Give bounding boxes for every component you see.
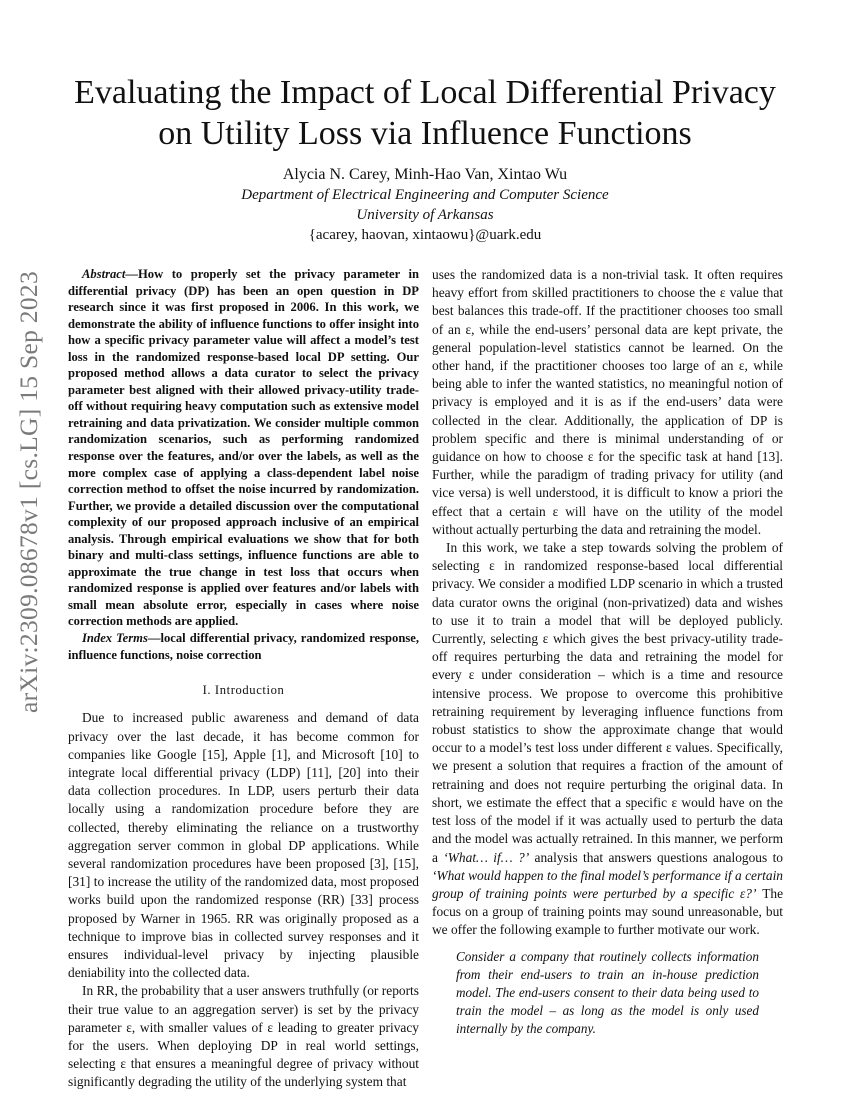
- department: Department of Electrical Engineering and Computer Science: [241, 187, 609, 203]
- left-column: [68, 266, 419, 1092]
- abstract: [68, 266, 419, 630]
- example-quote: Consider a company that routinely collects information from their end-users to train an in-house prediction model. The end-users consent to their data being used to train the model – as long as the model is only used internally by the company.: [456, 948, 759, 1037]
- what-if-phrase: ‘What… if… ?’: [443, 849, 530, 865]
- arxiv-sidebar-stamp: [6, 270, 52, 714]
- abstract-text: —How to properly set the privacy parameter in differential privacy (DP) has been an open question in DP research since it was first proposed in 2006. In this work, we demonstrate the ability of influence functions to offer insight into how a specific privacy parameter value will affect a model’s test loss in the randomized response-based local DP setting. Our proposed method allows a data curator to select the privacy parameter best aligned with their allowed privacy-utility trade-off without requiring heavy computation such as extensive model retraining and data privatization. We consider multiple common randomization scenarios, such as performing randomized response over the features, and/or over the labels, as well as the more complex case of applying a class-dependent label noise correction method to offset the noise incurred by randomization. Further, we provide a detailed discussion over the computational complexity of our proposed approach inclusive of an empirical analysis. Through empirical evaluations we show that for both binary and multi-class settings, influence functions are able to approximate the true change in test loss that occurs when randomized response is applied over features and/or labels with small mean absolute error, especially in cases where noise correction methods are applied.: [68, 267, 419, 629]
- email: {acarey, haovan, xintaowu}@uark.edu: [308, 227, 542, 243]
- intro-paragraph-1: Due to increased public awareness and demand of data privacy over the last decade, it has become common for companies like Google [15], Apple [1], and Microsoft [10] to integrate local differential privacy (LDP) [11], [20] into their data collection procedures. In LDP, users perturb their data locally using a randomization procedure before they are collected, thereby eliminating the reliance on a trustworthy aggregation server common in global DP applications. While several randomization procedures have been proposed [3], [15], [31] to increase the utility of the randomized data, most proposed works build upon the randomized response (RR) [33] process proposed by Warner in 1965. RR was originally proposed as a technique to improve bias in collected survey responses and it ensures individual-level privacy by injecting plausible deniability into the collected data.: [68, 710, 419, 981]
- section-heading: I. Introduction: [202, 683, 285, 698]
- right-paragraph-1: uses the randomized data is a non-trivial task. It often requires heavy effort from skilled practitioners to choose the ε value that best balances this trade-off. If the practitioner chooses too small of an ε, while the end-users’ personal data are kept private, the general population-level statistics cannot be learned. On the other hand, if the practitioner chooses too large of an ε, while being able to infer the wanted statistics, no meaningful notion of privacy is employed and it is as if the end-users’ data were collected in the clear. Additionally, the application of DP is problem specific and there is minimal understanding of or guidance on how to choose ε for the specific task at hand [13]. Further, while the paradigm of trading privacy for utility (and vice versa) is well understood, it is difficult to know a priori the effect that a certain ε will have on the utility of the model without actually perturbing the data and retraining the model.: [432, 267, 783, 537]
- arxiv-id: arXiv:2309.08678v1 [cs.LG] 15 Sep 2023: [14, 270, 43, 714]
- intro-paragraph-2: In RR, the probability that a user answers truthfully (or reports their true value to an aggregation server) is set by the privacy parameter ε, with smaller values of ε leading to greater privacy for the users. When deploying DP in real world settings, selecting ε that ensures a meaningful degree of privacy without significantly degrading the utility of the underlying system that: [68, 983, 419, 1090]
- right-paragraph-2-part-c: The focus on a group of training points may sound unreasonable, but we offer the following example to further motivate our work.: [432, 885, 784, 938]
- author-names: Alycia N. Carey, Minh-Hao Van, Xintao Wu: [282, 166, 568, 183]
- right-column: [432, 266, 783, 1039]
- abstract-label: Abstract: [82, 267, 126, 281]
- index-terms-text: —local differential privacy, randomized response, influence functions, noise correction: [68, 631, 419, 662]
- paper-title: [60, 72, 790, 154]
- title-line-2: on Utility Loss via Influence Functions: [158, 115, 692, 152]
- what-if-question: ‘What would happen to the final model’s performance if a certain group of training points were perturbed by a specific ε?’: [432, 867, 783, 901]
- index-terms-label: Index Terms: [82, 631, 148, 646]
- right-paragraph-2: [432, 539, 783, 939]
- right-paragraph-2-part-a: In this work, we take a step towards solving the problem of selecting ε in randomized response-based local differential privacy. We consider a modified LDP scenario in which a trusted data curator owns the original (non-privatized) data and wishes to use it to train a model that will be deployed publicly. Currently, selecting ε which gives the best privacy-utility trade-off requires perturbing the data and retraining the model for every ε under consideration – which is a time and resource intensive process. We propose to overcome this prohibitive retraining requirement by leveraging influence functions from robust statistics to show the approximate change that would occur to a model’s test loss under different ε values. Specifically, we present a solution that requires a fraction of the amount of retraining and does not require perturbing the original data. In short, we estimate the effect that a specific ε would have on the test loss of the model if it was actually used to perturb the data and the model was actually retrained. In this manner, we perform a: [432, 540, 783, 865]
- index-terms: [68, 630, 419, 663]
- university: University of Arkansas: [356, 207, 494, 223]
- author-block: [60, 165, 790, 245]
- title-line-1: Evaluating the Impact of Local Differential Privacy: [74, 74, 776, 111]
- right-paragraph-2-part-b: analysis that answers questions analogous to: [529, 849, 783, 865]
